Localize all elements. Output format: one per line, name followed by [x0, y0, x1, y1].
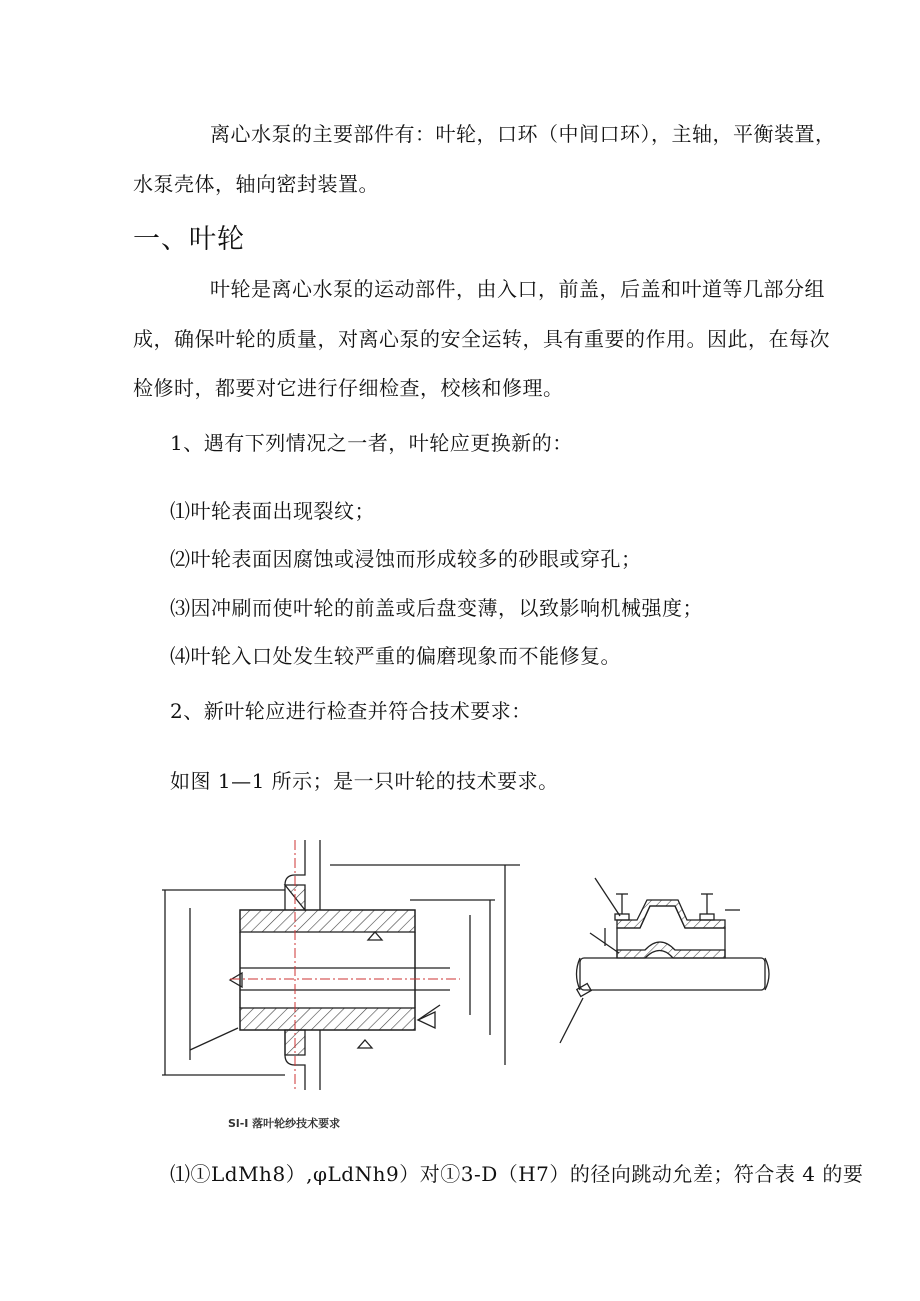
impeller-section-drawing: [150, 840, 530, 1090]
list-item-1: 1、遇有下列情况之一者，叶轮应更换新的：: [170, 431, 573, 455]
sub-item-3: ⑶因冲刷而使叶轮的前盖或后盘变薄，以致影响机械强度；: [170, 596, 703, 620]
last-line: ⑴①LdMh8）,φLdNh9）对①3-D（H7）的径向跳动允差；符合表 4 的要: [170, 1162, 864, 1186]
impeller-ring-drawing: [545, 858, 775, 1058]
section-heading-impeller: 一、叶轮: [133, 224, 245, 255]
sub-item-4: ⑷叶轮入口处发生较严重的偏磨现象而不能修复。: [170, 644, 621, 668]
sub-item-1: ⑴叶轮表面出现裂纹；: [170, 499, 375, 523]
paragraph-1-line-1: 叶轮是离心水泵的运动部件，由入口，前盖，后盖和叶道等几部分组: [210, 277, 825, 301]
paragraph-1-line-3: 检修时，都要对它进行仔细检查，校核和修理。: [133, 376, 564, 400]
paragraph-1-line-2: 成，确保叶轮的质量，对离心泵的安全运转，具有重要的作用。因此，在每次: [133, 327, 830, 351]
sub-item-2: ⑵叶轮表面因腐蚀或浸蚀而形成较多的砂眼或穿孔；: [170, 547, 642, 571]
figure-reference: 如图 1—1 所示；是一只叶轮的技术要求。: [170, 769, 559, 793]
list-item-2: 2、新叶轮应进行检查并符合技术要求：: [170, 699, 532, 723]
intro-line-2: 水泵壳体，轴向密封装置。: [133, 172, 379, 196]
figure-caption: Sl-I 落叶轮纱技术要求: [228, 1117, 341, 1130]
intro-line-1: 离心水泵的主要部件有：叶轮，口环（中间口环），主轴，平衡装置，: [210, 122, 836, 146]
